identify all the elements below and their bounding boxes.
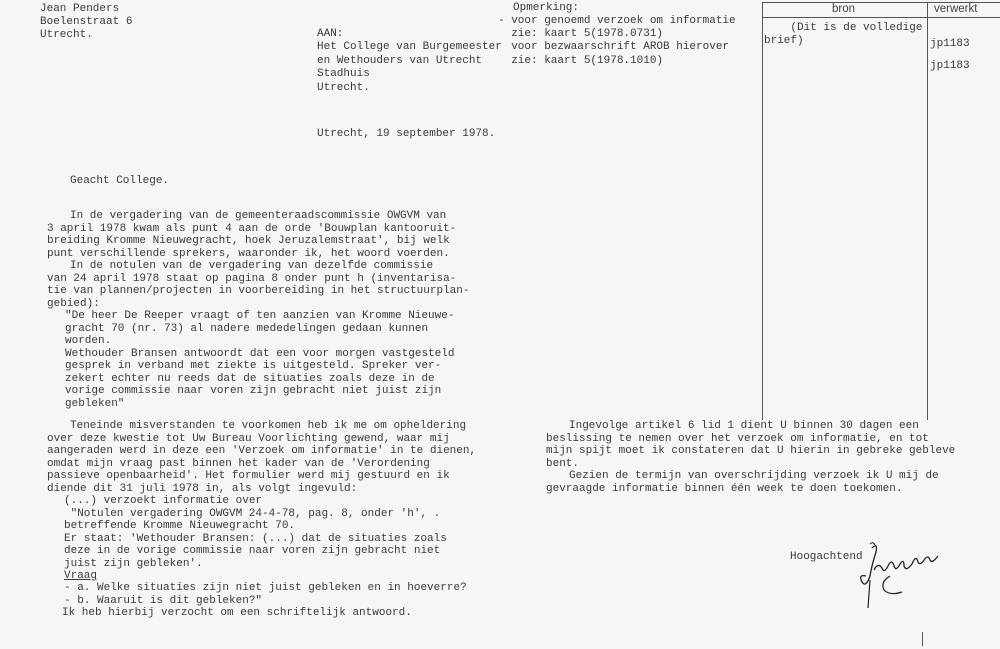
closing: Hoogachtend [790,551,863,563]
letter-date: Utrecht, 19 september 1978. [317,128,496,140]
verwerkt-entry: jp1183 [930,38,970,50]
remark-lines: - voor genoemd verzoek om informatie zie: kaart 5(1978.0731) voor bezwaarschrift AROB hierover zie: kaart 5(1978.1010) [498,15,736,67]
handwritten-signature [850,540,960,615]
paragraph-meeting: In de vergadering van de gemeenteraadscommissie OWGVM van 3 april 1978 kwam als punt 4 aan de orde 'Bouwplan kantooruit- breiding Kromme Nieuwegracht, hoek Jeruzalemstraat', bij welk punt verschillende sprekers, waaronder ik, het woord voerden. [47,210,457,260]
column-header-bron: bron [832,3,856,15]
recipient-address: AAN: Het College van Burgemeester en Wethouders van Utrecht Stadhuis Utrecht. [317,28,502,94]
table-column-divider [927,2,928,420]
question-label: Vraag [64,570,98,582]
scan-mark [922,632,923,646]
remark-title: Opmerking: [513,2,580,14]
sender-address: Jean Penders Boelenstraat 6 Utrecht. [40,3,133,42]
questions: - a. Welke situaties zijn niet juist gebleken en in hoeverre? - b. Waaruit is dit gebleken?" [64,582,467,607]
paragraph-request-one-week: Gezien de termijn van overschrijding verzoek ik U mij de gevraagde informatie binnen één week te doen toekomen. [546,470,939,495]
salutation: Geacht College. [70,175,170,187]
column-header-verwerkt: verwerkt [934,3,978,15]
paragraph-deadline: Ingevolge artikel 6 lid 1 dient U binnen 30 dagen een beslissing te nemen over het verzoek om informatie, en tot mijn spijt moet ik constateren dat U hierin in gebreke gebleve bent. [546,420,956,470]
paragraph-request: Teneinde misverstanden te voorkomen heb ik me om opheldering over deze kwestie tot Uw Bureau Voorlichting gewend, waar mij aangeraden werd in deze een 'Verzoek om informatie' in te dienen, omdat mijn vraag past binnen het kader van de 'Verordening passieve openbaarheid'. Het formulier werd mij gestuurd en ik diende dit 31 juli 1978 in, als volgt ingevuld: [47,420,477,495]
verwerkt-entry: jp1183 [930,60,970,72]
paragraph-written-answer: Ik heb hierbij verzocht om een schriftelijk antwoord. [62,607,412,619]
table-column-divider [762,2,763,420]
table-header-divider [762,17,1000,18]
form-contents: (...) verzoekt informatie over "Notulen vergadering OWGVM 24-4-78, pag. 8, onder 'h', . betreffende Kromme Nieuwegracht 70. Er staat: 'Wethouder Bransen: (...) dat de situaties zoals deze in de vorige commissie naar voren zijn gebracht niet juist zijn gebleken'. [64,495,447,570]
bron-note: (Dit is de volledige brief) [764,22,923,48]
paragraph-minutes: In de notulen van de vergadering van dezelfde commissie van 24 april 1978 staat op pagina 8 onder punt h (inventarisa- tie van plannen/projecten in voorbereiding in het structuurplan- gebied): [47,260,470,310]
minutes-quote: "De heer De Reeper vraagt of ten aanzien van Kromme Nieuwe- gracht 70 (nr. 73) al nadere mededelingen gedaan kunnen worden. Wethouder Bransen antwoordt dat een voor morgen vastgesteld gesprek in verband met ziekte is uitgesteld. Spreker ver- zekert echter nu reeds dat de situaties zoals deze in de vorige commissie naar voren zijn gebracht niet juist zijn gebleken" [65,310,455,410]
